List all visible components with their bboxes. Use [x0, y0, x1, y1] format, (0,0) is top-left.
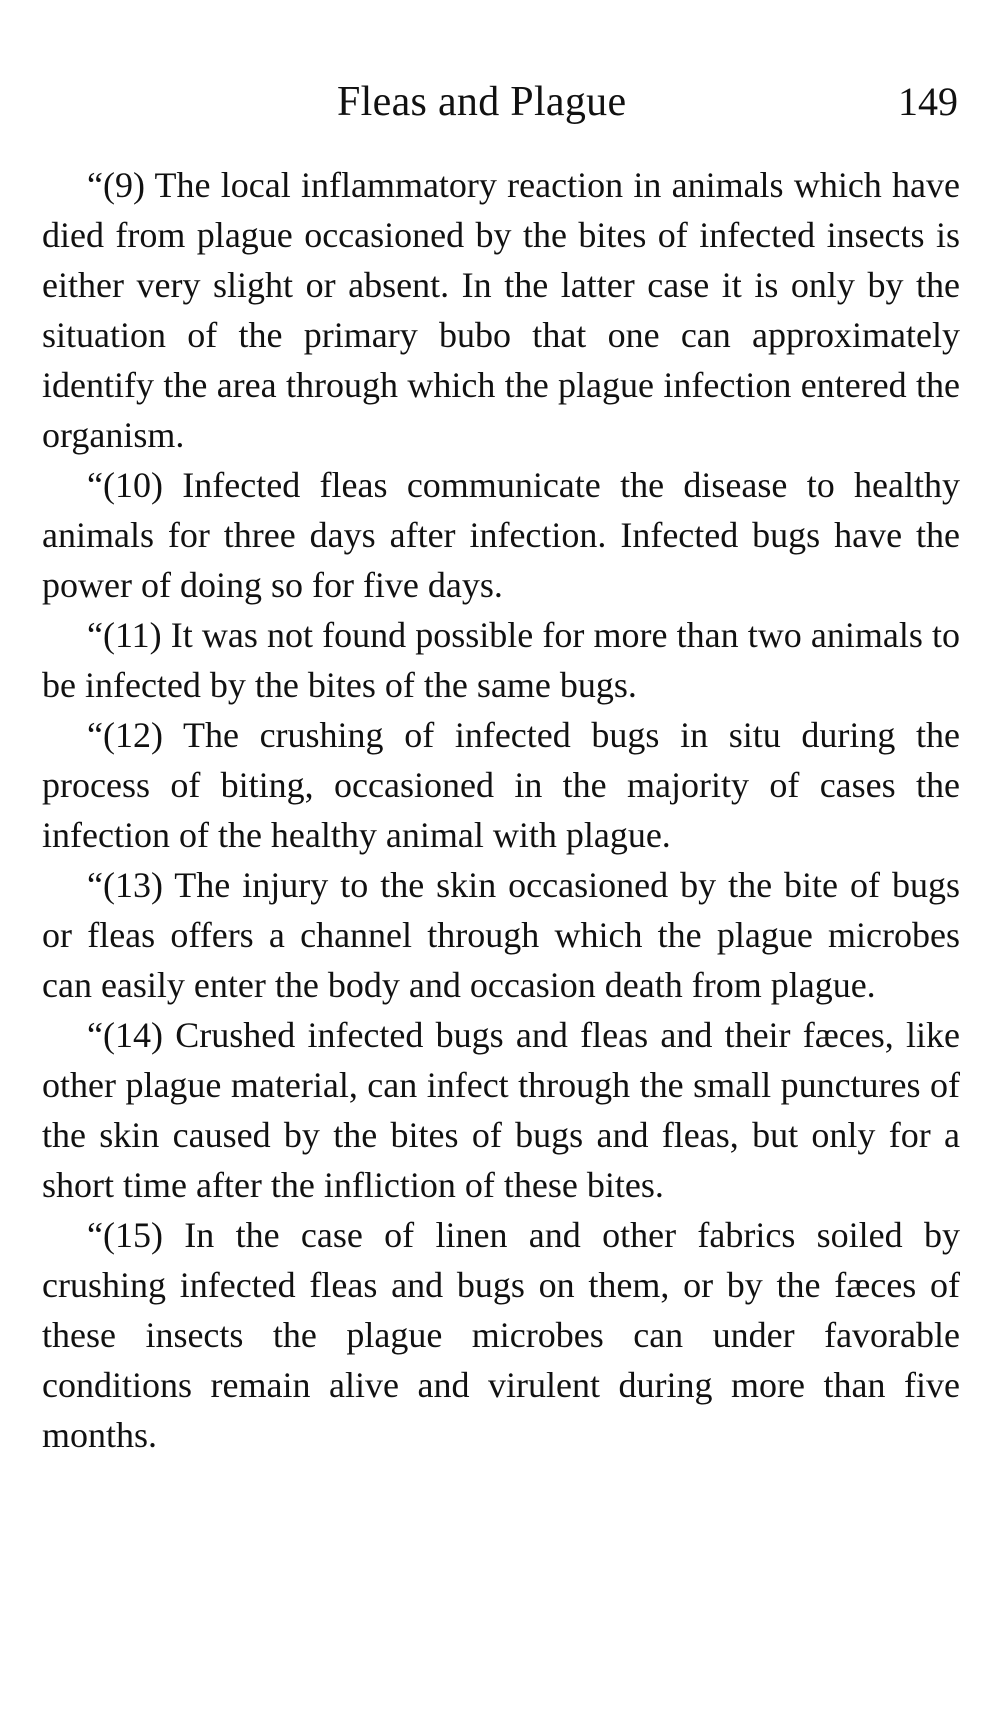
paragraph-14: “(14) Crushed infected bugs and fleas and their fæces, like other plague material, can infect through the small punctures of the skin caused by the bites of bugs and fleas, but only for a short time after the infliction of these bites. — [42, 1015, 960, 1205]
paragraph-9: “(9) The local inflammatory reaction in animals which have died from plague occasioned by the bites of infected insects is either very slight or absent. In the latter case it is only by the situation of the primary bubo that one can approximately identify the area through which the plague infection entered the organism. — [42, 165, 960, 455]
paragraph-10: “(10) Infected fleas communicate the disease to healthy animals for three days after infection. Infected bugs have the power of doing so for five days. — [42, 465, 960, 605]
paragraph-15: “(15) In the case of linen and other fabrics soiled by crushing infected fleas and bugs on them, or by the fæces of these insects the plague microbes can under favorable conditions remain alive and virulent during more than five months. — [42, 1215, 960, 1455]
running-head — [0, 72, 1000, 132]
paragraph-12: “(12) The crushing of infected bugs in situ during the process of biting, occasioned in the majority of cases the infection of the healthy animal with plague. — [42, 715, 960, 855]
body-text — [42, 160, 960, 1460]
running-title: Fleas and Plague — [337, 79, 627, 125]
paragraph-13: “(13) The injury to the skin occasioned by the bite of bugs or fleas offers a channel through which the plague microbes can easily enter the body and occasion death from plague. — [42, 865, 960, 1005]
paragraph-11: “(11) It was not found possible for more than two animals to be infected by the bites of the same bugs. — [42, 615, 960, 705]
page-number: 149 — [898, 79, 958, 124]
